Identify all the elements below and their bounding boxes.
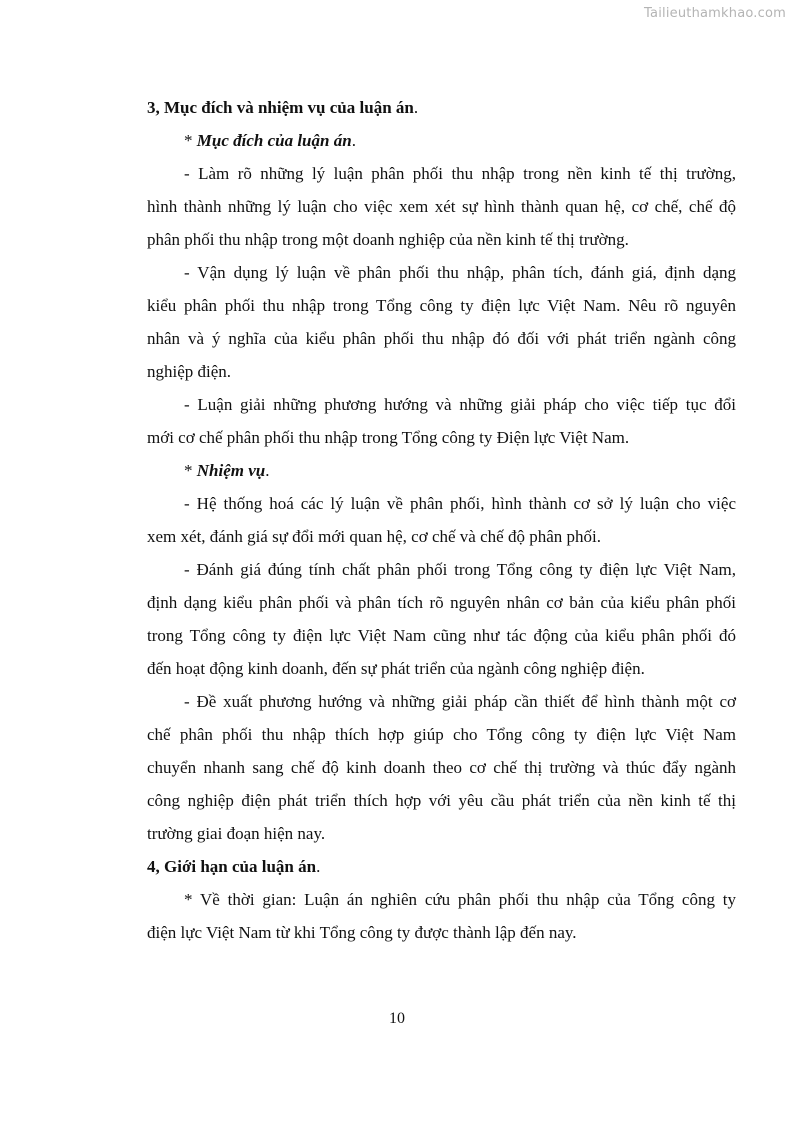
task-subheading: * Nhiệm vụ.	[184, 461, 270, 480]
task-paragraph-1	[147, 487, 736, 553]
paragraph-line: - Làm rõ những lý luận phân phối thu nhập trong nền kinh tế thị trường,	[184, 164, 736, 183]
paragraph-line: trường giai đoạn hiện nay.	[147, 824, 326, 843]
purpose-paragraph-3	[147, 388, 736, 454]
paragraph-line: hình thành những lý luận cho việc xem xét sự hình thành quan hệ, cơ chế, chế độ	[147, 197, 736, 216]
paragraph-line: đến hoạt động kinh doanh, đến sự phát triển của ngành công nghiệp điện.	[147, 659, 645, 678]
paragraph-line: nhân và ý nghĩa của kiểu phân phối thu nhập đó đối với phát triển ngành công	[147, 329, 736, 348]
purpose-paragraph-1	[147, 157, 736, 256]
paragraph-line: - Hệ thống hoá các lý luận về phân phối, hình thành cơ sở lý luận cho việc	[184, 494, 736, 513]
paragraph-line: chuyển nhanh sang chế độ kinh doanh theo cơ chế thị trường và thúc đẩy ngành	[147, 758, 736, 777]
task-subheading-text: Nhiệm vụ	[196, 461, 266, 480]
paragraph-line: - Luận giải những phương hướng và những giải pháp cho việc tiếp tục đổi	[184, 395, 736, 414]
paragraph-line: điện lực Việt Nam từ khi Tổng công ty được thành lập đến nay.	[147, 923, 577, 942]
paragraph-line: mới cơ chế phân phối thu nhập trong Tổng công ty Điện lực Việt Nam.	[147, 428, 630, 447]
purpose-subheading: * Mục đích của luận án.	[184, 131, 356, 150]
paragraph-line: chế phân phối thu nhập thích hợp giúp cho Tổng công ty điện lực Việt Nam	[147, 725, 736, 744]
purpose-paragraph-2	[147, 256, 736, 388]
paragraph-line: kiểu phân phối thu nhập trong Tổng công ty điện lực Việt Nam. Nêu rõ nguyên	[147, 296, 736, 315]
paragraph-line: định dạng kiểu phân phối và phân tích rõ nguyên nhân cơ bản của kiểu phân phối	[147, 593, 736, 612]
paragraph-line: nghiệp điện.	[147, 362, 232, 381]
section-4-heading-text: 4, Giới hạn của luận án	[147, 857, 317, 876]
section-4-heading: 4, Giới hạn của luận án.	[147, 857, 321, 876]
paragraph-line: - Đề xuất phương hướng và những giải pháp cần thiết để hình thành một cơ	[184, 692, 736, 711]
task-paragraph-2	[147, 553, 736, 685]
paragraph-line: * Về thời gian: Luận án nghiên cứu phân phối thu nhập của Tổng công ty	[184, 890, 736, 909]
paragraph-line: xem xét, đánh giá sự đổi mới quan hệ, cơ chế và chế độ phân phối.	[147, 527, 601, 546]
paragraph-line: công nghiệp điện phát triển thích hợp với yêu cầu phát triển của nền kinh tế thị	[147, 791, 736, 810]
paragraph-line: - Vận dụng lý luận về phân phối thu nhập, phân tích, đánh giá, định dạng	[184, 263, 736, 282]
task-paragraph-3	[147, 685, 736, 850]
page-number: 10	[389, 1010, 405, 1027]
section-3-heading: 3, Mục đích và nhiệm vụ của luận án.	[147, 98, 419, 117]
paragraph-line: phân phối thu nhập trong một doanh nghiệp của nền kinh tế thị trường.	[147, 230, 629, 249]
time-limit-paragraph	[147, 883, 736, 949]
paragraph-line: - Đánh giá đúng tính chất phân phối trong Tổng công ty điện lực Việt Nam,	[184, 560, 736, 579]
document-body	[147, 91, 736, 949]
purpose-subheading-text: Mục đích của luận án	[196, 131, 352, 150]
paragraph-line: trong Tổng công ty điện lực Việt Nam cũng như tác động của kiểu phân phối đó	[147, 626, 736, 645]
section-3-heading-text: 3, Mục đích và nhiệm vụ của luận án	[147, 98, 414, 117]
watermark: Tailieuthamkhao.com	[644, 6, 786, 21]
